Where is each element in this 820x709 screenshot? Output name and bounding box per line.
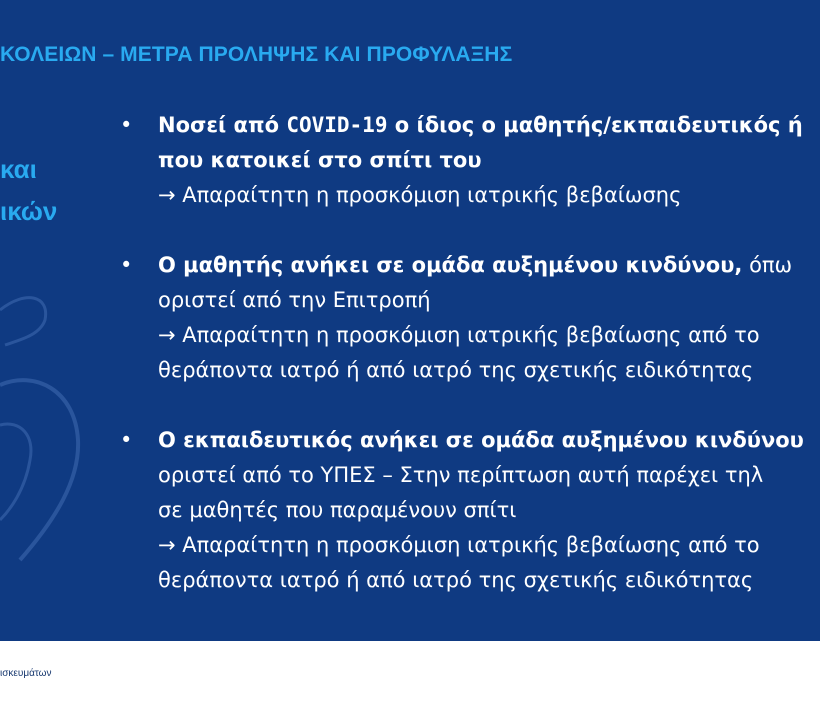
bullet-2-line-2: οριστεί από την Επιτροπή — [158, 288, 431, 312]
bullet-2-line-3: → Απαραίτητη η προσκόμιση ιατρικής βεβαίωσης από το — [158, 323, 760, 347]
bullet-1-line-3: → Απαραίτητη η προσκόμιση ιατρικής βεβαίωσης — [158, 183, 682, 207]
bullet-symbol: • — [120, 428, 133, 452]
side-title-line-1: και — [0, 154, 37, 184]
bullet-2-text-b: όπω — [742, 253, 793, 277]
slide-header: ΚΟΛΕΙΩΝ – ΜΕΤΡΑ ΠΡΟΛΗΨΗΣ ΚΑΙ ΠΡΟΦΥΛΑΞΗΣ — [0, 43, 513, 66]
bullet-2-line-4: θεράποντα ιατρό ή από ιατρό της σχετικής ειδικότητας — [158, 358, 754, 382]
bullet-1-covid: COVID-19 — [286, 113, 388, 137]
bullet-3-line-1: Ο εκπαιδευτικός ανήκει σε ομάδα αυξημένου κινδύνου — [158, 428, 804, 452]
bullet-3-line-4: → Απαραίτητη η προσκόμιση ιατρικής βεβαίωσης από το — [158, 533, 760, 557]
bullet-1-text-c: ο ίδιος ο μαθητής/εκπαιδευτικός ή — [387, 113, 803, 137]
bullet-1-text-a: Νοσεί από — [158, 113, 287, 137]
bullet-1-line-1 — [158, 108, 820, 143]
bullet-list — [120, 108, 820, 633]
bullet-item-3 — [120, 423, 820, 598]
bullet-3-line-3: σε μαθητές που παραμένουν σπίτι — [158, 498, 517, 522]
bullet-symbol: • — [120, 113, 133, 137]
footer-text: ισκευμάτων — [0, 668, 52, 679]
bullet-symbol: • — [120, 253, 133, 277]
bullet-2-line-1 — [158, 248, 820, 283]
bullet-3-line-5: θεράποντα ιατρό ή από ιατρό της σχετικής ειδικότητας — [158, 568, 754, 592]
bullet-item-2 — [120, 248, 820, 388]
side-title — [0, 148, 57, 232]
bullet-2-text-a: Ο μαθητής ανήκει σε ομάδα αυξημένου κινδύνου, — [158, 253, 743, 277]
bullet-3-line-2: οριστεί από το ΥΠΕΣ – Στην περίπτωση αυτή παρέχει τηλ — [158, 463, 764, 487]
side-title-line-2: ικών — [0, 196, 58, 226]
bullet-1-line-2: που κατοικεί στο σπίτι του — [158, 148, 482, 172]
bullet-item-1 — [120, 108, 820, 213]
decorative-outline-icon — [0, 250, 90, 590]
